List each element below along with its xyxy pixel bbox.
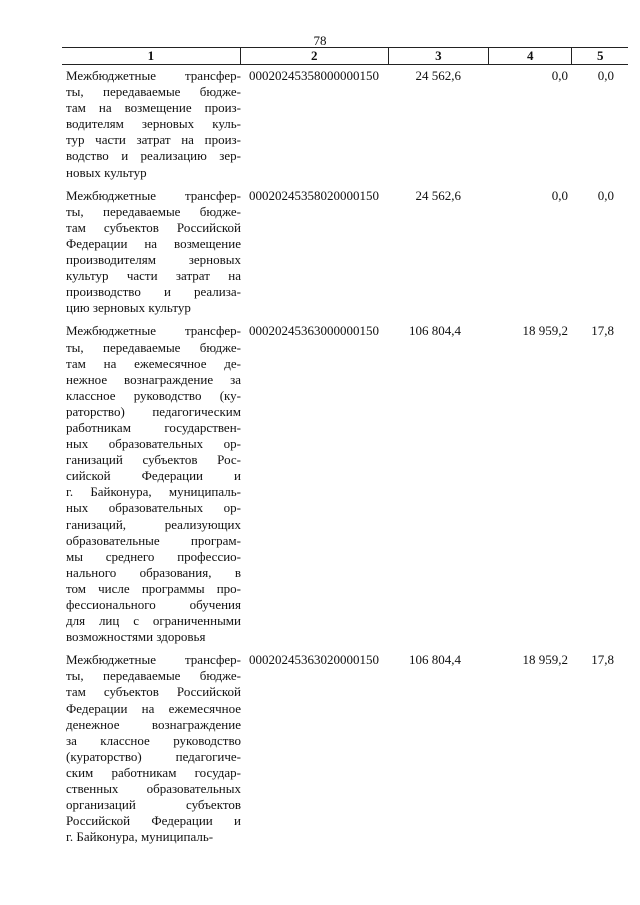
- column-header-3: 3: [388, 48, 488, 64]
- description-line: для лиц с ограниченными: [66, 613, 241, 629]
- row-value-4: 18 959,2: [522, 652, 568, 668]
- row-value-4: 18 959,2: [522, 323, 568, 339]
- description-line: Межбюджетные трансфер-: [66, 187, 241, 203]
- description-line: там субъектов Российской: [66, 219, 241, 235]
- description-line: Межбюджетные трансфер-: [66, 323, 241, 339]
- row-description: [62, 652, 241, 845]
- row-value-4: 0,0: [551, 68, 568, 83]
- description-line: ты, передаваемые бюдже-: [66, 668, 241, 684]
- description-line: там субъектов Российской: [66, 684, 241, 700]
- row-code: 00020245358020000150: [249, 187, 379, 203]
- description-line: работникам государствен-: [66, 419, 241, 435]
- description-line: Федерации на возмещение: [66, 235, 241, 251]
- description-line: Межбюджетные трансфер-: [66, 652, 241, 668]
- table-row: [62, 188, 628, 317]
- row-description: [62, 323, 241, 645]
- description-line: Межбюджетные трансфер-: [66, 68, 241, 83]
- description-line: Российской Федерации и: [66, 813, 241, 829]
- description-line: возможностями здоровья: [66, 629, 206, 645]
- description-line: ных образовательных ор-: [66, 500, 241, 516]
- description-line: классное руководство (ку-: [66, 387, 241, 403]
- description-line: водителям зерновых куль-: [66, 116, 241, 132]
- description-line: производство и реализа-: [66, 284, 241, 300]
- row-value-3: 24 562,6: [415, 68, 461, 83]
- description-line: нежное вознаграждение за: [66, 371, 241, 387]
- description-line: ты, передаваемые бюдже-: [66, 203, 241, 219]
- row-value-5: 0,0: [597, 187, 614, 203]
- row-value-4: 0,0: [551, 187, 568, 203]
- row-description: [62, 188, 241, 317]
- description-line: организаций субъектов: [66, 797, 241, 813]
- description-line: нального образования, в: [66, 564, 241, 580]
- description-line: за классное руководство: [66, 732, 241, 748]
- table-row: [62, 652, 628, 845]
- budget-table: [62, 47, 628, 852]
- description-line: там на возмещение произ-: [66, 100, 241, 116]
- description-line: ским работникам государ-: [66, 764, 241, 780]
- description-line: новых культур: [66, 164, 147, 180]
- description-line: сийской Федерации и: [66, 468, 241, 484]
- row-code: 00020245358000000150: [249, 68, 379, 83]
- table-row: [62, 68, 628, 181]
- row-value-5: 17,8: [591, 652, 614, 668]
- table-header: [62, 48, 628, 65]
- description-line: денежное вознаграждение: [66, 716, 241, 732]
- row-code: 00020245363000000150: [249, 323, 379, 339]
- description-line: там на ежемесячное де-: [66, 355, 241, 371]
- column-header-5: 5: [571, 48, 628, 64]
- description-line: производителям зерновых: [66, 252, 241, 268]
- column-header-4: 4: [488, 48, 571, 64]
- row-value-5: 0,0: [597, 68, 614, 83]
- description-line: культур части затрат на: [66, 268, 241, 284]
- description-line: ты, передаваемые бюдже-: [66, 339, 241, 355]
- row-value-3: 106 804,4: [409, 652, 461, 668]
- description-line: ты, передаваемые бюдже-: [66, 84, 241, 100]
- description-line: цию зерновых культур: [66, 300, 191, 316]
- row-code: 00020245363020000150: [249, 652, 379, 668]
- description-line: том числе программы про-: [66, 580, 241, 596]
- description-line: (кураторство) педагогиче-: [66, 748, 241, 764]
- row-value-3: 24 562,6: [415, 187, 461, 203]
- row-description: [62, 68, 241, 181]
- description-line: мы среднего профессио-: [66, 548, 241, 564]
- column-header-1: 1: [147, 48, 155, 63]
- description-line: фессионального обучения: [66, 597, 241, 612]
- table-row: [62, 323, 628, 645]
- column-header-2: 2: [240, 48, 388, 64]
- description-line: ганизаций, реализующих: [66, 516, 241, 532]
- row-value-5: 17,8: [591, 323, 614, 339]
- description-line: раторство) педагогическим: [66, 403, 241, 419]
- description-line: тур части затрат на произ-: [66, 132, 241, 148]
- description-line: ственных образовательных: [66, 781, 241, 797]
- description-line: ганизаций субъектов Рос-: [66, 452, 241, 468]
- description-line: ных образовательных ор-: [66, 436, 241, 452]
- description-line: Федерации на ежемесячное: [66, 700, 241, 716]
- row-value-3: 106 804,4: [409, 323, 461, 339]
- description-line: г. Байконура, муниципаль-: [66, 829, 214, 845]
- description-line: образовательные програм-: [66, 532, 241, 548]
- description-line: г. Байконура, муниципаль-: [66, 484, 241, 500]
- table-body: [62, 68, 628, 845]
- page-number: 78: [313, 33, 327, 48]
- description-line: водство и реализацию зер-: [66, 148, 241, 164]
